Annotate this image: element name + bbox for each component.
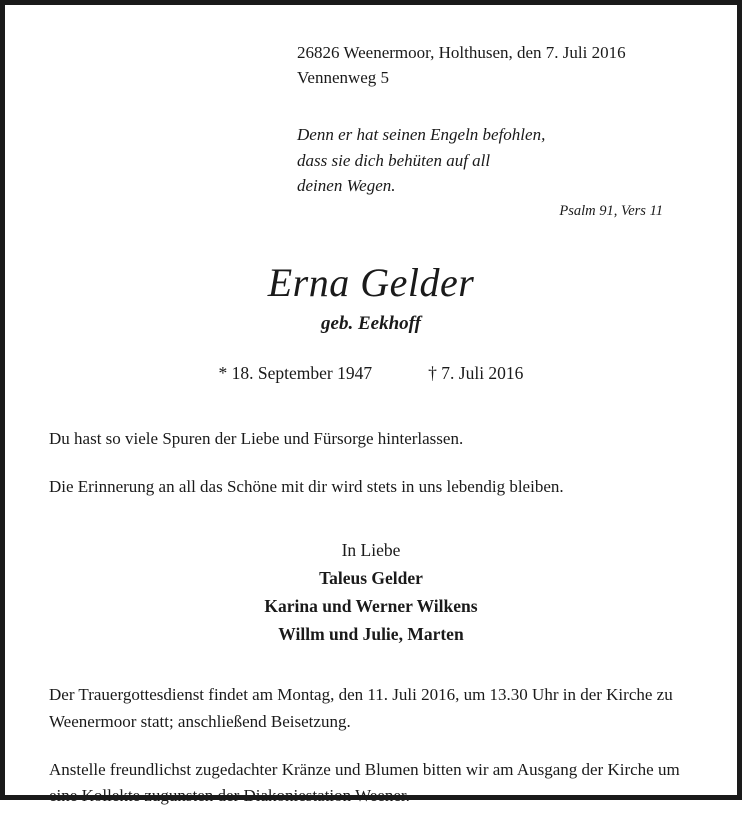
memorial-message <box>49 426 693 523</box>
tribute-intro: In Liebe <box>341 540 401 561</box>
message-paragraph-2: Die Erinnerung an all das Schöne mit dir wird stets in uns lebendig bleiben. <box>49 476 564 496</box>
tribute-name-3: Willm und Julie, Marten <box>278 624 464 645</box>
deceased-name: Erna Gelder <box>267 259 475 305</box>
verse-block <box>297 122 693 222</box>
verse-line-3: deinen Wegen. <box>297 176 396 196</box>
message-paragraph-1: Du hast so viele Spuren der Liebe und Fürsorge hinterlassen. <box>49 428 464 448</box>
birth-date: * 18. September 1947 <box>218 362 373 383</box>
verse-line-2: dass sie dich behüten auf all <box>297 150 491 170</box>
address-line-city: 26826 Weenermoor, Holthusen, den 7. Juli 2016 <box>297 43 626 62</box>
service-paragraph-2: Anstelle freundlichst zugedachter Kränze und Blumen bitten wir am Ausgang der Kirche um eine Kollekte zugunsten der Diakoniestation Weener. <box>49 759 680 806</box>
deceased-name-block <box>49 261 693 335</box>
deceased-maiden-name: geb. Eekhoff <box>321 312 421 334</box>
verse-line-1: Denn er hat seinen Engeln befohlen, <box>297 125 546 145</box>
address-line-street: Vennenweg 5 <box>297 67 390 87</box>
service-paragraph-1: Der Trauergottesdienst findet am Montag, den 11. Juli 2016, um 13.30 Uhr in der Kirche zu Weenermoor statt; anschließend Beisetzung. <box>49 685 673 731</box>
tribute-name-1: Taleus Gelder <box>319 568 423 589</box>
tribute-name-2: Karina und Werner Wilkens <box>264 596 478 617</box>
tribute-block <box>49 536 693 648</box>
service-details <box>49 682 693 831</box>
verse-source: Psalm 91, Vers 11 <box>559 202 663 219</box>
death-date: † 7. Juli 2016 <box>428 362 524 383</box>
life-dates <box>49 363 693 384</box>
address-block <box>297 41 693 90</box>
